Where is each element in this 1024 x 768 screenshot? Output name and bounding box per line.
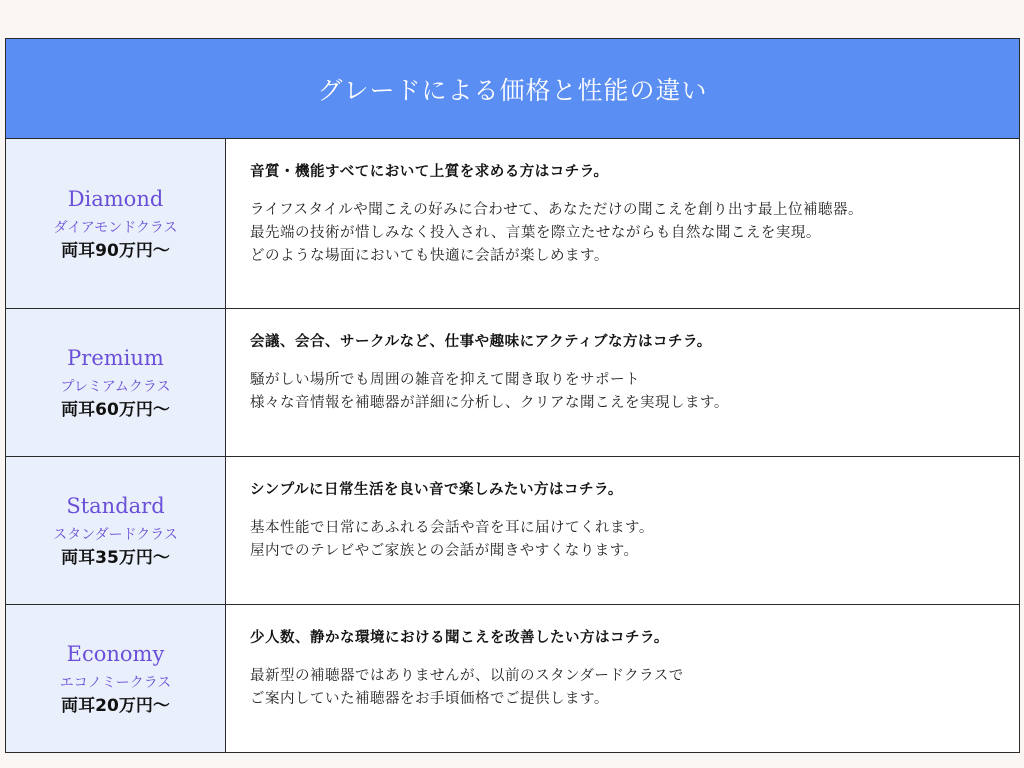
grade-cell-standard (6, 457, 226, 605)
description-body (250, 665, 997, 711)
grade-name: Diamond (67, 186, 164, 211)
description-line: 基本性能で日常にあふれる会話や音を耳に届けてくれます。 (250, 520, 654, 536)
description-body (250, 369, 997, 415)
grade-kana: ダイアモンドクラス (53, 219, 178, 236)
description-line: ライフスタイルや聞こえの好みに合わせて、あなただけの聞こえを創り出す最上位補聴器。 (250, 202, 863, 218)
description-line: ご案内していた補聴器をお手頃価格でご提供します。 (250, 691, 609, 707)
grade-price: 両耳20万円〜 (61, 695, 170, 716)
description-headline: 音質・機能すべてにおいて上質を求める方はコチラ。 (250, 164, 609, 180)
description-line: 騒がしい場所でも周囲の雑音を抑えて聞き取りをサポート (250, 372, 640, 388)
description-cell-premium (226, 309, 1020, 457)
grade-price: 両耳60万円〜 (61, 399, 170, 420)
grade-cell-economy (6, 605, 226, 753)
table-row (6, 139, 1020, 309)
grade-price: 両耳90万円〜 (61, 240, 170, 261)
description-cell-diamond (226, 139, 1020, 309)
grade-kana: プレミアムクラス (60, 378, 171, 395)
description-headline: 少人数、静かな環境における聞こえを改善したい方はコチラ。 (250, 630, 669, 646)
description-line: 最新型の補聴器ではありませんが、以前のスタンダードクラスで (250, 668, 684, 684)
description-headline: シンプルに日常生活を良い音で楽しみたい方はコチラ。 (250, 482, 623, 498)
description-body (250, 199, 997, 268)
description-line: 最先端の技術が惜しみなく投入され、言葉を際立たせながらも自然な聞こえを実現。 (250, 225, 821, 241)
description-cell-standard (226, 457, 1020, 605)
table-row (6, 309, 1020, 457)
grade-kana: エコノミークラス (59, 674, 172, 691)
description-line: どのような場面においても快適に会話が楽しめます。 (250, 248, 609, 264)
description-cell-economy (226, 605, 1020, 753)
grade-name: Standard (66, 493, 165, 518)
table-header-row (6, 39, 1020, 139)
grade-cell-diamond (6, 139, 226, 309)
grade-name: Economy (66, 641, 165, 666)
table-row (6, 457, 1020, 605)
description-headline: 会議、会合、サークルなど、仕事や趣味にアクティブな方はコチラ。 (250, 334, 712, 350)
grade-comparison-table (5, 38, 1020, 753)
description-line: 屋内でのテレビやご家族との会話が聞きやすくなります。 (250, 543, 639, 559)
grade-cell-premium (6, 309, 226, 457)
grade-name: Premium (67, 345, 164, 370)
table-row (6, 605, 1020, 753)
description-line: 様々な音情報を補聴器が詳細に分析し、クリアな聞こえを実現します。 (250, 395, 729, 411)
description-body (250, 517, 997, 563)
grade-kana: スタンダードクラス (53, 526, 178, 543)
table-title: グレードによる価格と性能の違い (6, 39, 1020, 139)
grade-price: 両耳35万円〜 (61, 547, 170, 568)
